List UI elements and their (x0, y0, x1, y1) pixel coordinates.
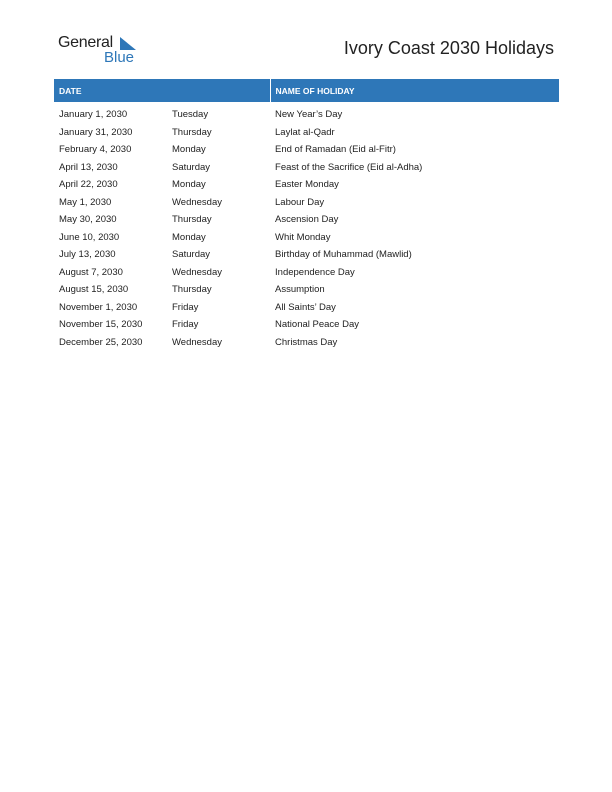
holiday-date-cell: July 13, 2030 (59, 249, 116, 261)
holiday-date-cell: April 13, 2030 (59, 161, 118, 173)
holiday-name-cell: New Year’s Day (275, 109, 343, 121)
table-row (54, 102, 559, 124)
table-row (54, 299, 559, 317)
holiday-date-cell: January 1, 2030 (59, 109, 128, 121)
holiday-name-cell: Assumption (275, 284, 325, 296)
holiday-date-cell: January 31, 2030 (59, 126, 133, 138)
holiday-table (54, 79, 559, 351)
holiday-date-cell: June 10, 2030 (59, 231, 120, 243)
document-title: Ivory Coast 2030 Holidays (343, 38, 554, 58)
holiday-weekday-cell: Thursday (172, 284, 212, 296)
holiday-weekday-cell: Wednesday (172, 196, 222, 208)
holiday-weekday-cell: Wednesday (172, 336, 222, 348)
table-row (54, 176, 559, 194)
holiday-weekday-cell: Wednesday (172, 266, 222, 278)
holiday-date-cell: August 15, 2030 (59, 284, 129, 296)
holiday-date-cell: May 1, 2030 (59, 196, 112, 208)
holiday-name-cell: Feast of the Sacrifice (Eid al-Adha) (275, 161, 423, 173)
holiday-name-cell: Independence Day (275, 266, 355, 278)
holiday-name-cell: Christmas Day (275, 336, 338, 348)
holiday-name-cell: Laylat al-Qadr (275, 126, 335, 138)
holiday-name-cell: Whit Monday (275, 231, 331, 243)
holiday-date-cell: August 7, 2030 (59, 266, 123, 278)
holiday-name-cell: All Saints’ Day (275, 301, 336, 313)
logo-text-blue: Blue (104, 49, 135, 66)
table-row (54, 211, 559, 229)
holiday-weekday-cell: Monday (172, 179, 206, 191)
table-row (54, 194, 559, 212)
holiday-date-cell: November 1, 2030 (59, 301, 138, 313)
table-row (54, 334, 559, 352)
table-row (54, 281, 559, 299)
table-row (54, 264, 559, 282)
table-row (54, 159, 559, 177)
table-body (54, 102, 559, 351)
holiday-weekday-cell: Monday (172, 231, 206, 243)
holiday-date-cell: November 15, 2030 (59, 319, 143, 331)
logo-text-general: General (58, 34, 113, 51)
holiday-weekday-cell: Friday (172, 319, 199, 331)
holiday-name-cell: End of Ramadan (Eid al-Fitr) (275, 144, 396, 156)
holiday-weekday-cell: Thursday (172, 126, 212, 138)
holiday-weekday-cell: Thursday (172, 214, 212, 226)
table-row (54, 246, 559, 264)
holiday-date-cell: May 30, 2030 (59, 214, 117, 226)
holiday-weekday-cell: Saturday (172, 249, 211, 261)
table-row (54, 229, 559, 247)
holiday-name-cell: Easter Monday (275, 179, 339, 191)
table-row (54, 316, 559, 334)
holiday-date-cell: February 4, 2030 (59, 144, 132, 156)
holiday-date-cell: December 25, 2030 (59, 336, 143, 348)
holiday-name-cell: Ascension Day (275, 214, 339, 226)
brand-logo (58, 34, 148, 68)
holiday-name-cell: National Peace Day (275, 319, 359, 331)
holiday-weekday-cell: Monday (172, 144, 206, 156)
holiday-date-cell: April 22, 2030 (59, 179, 118, 191)
holiday-name-cell: Birthday of Muhammad (Mawlid) (275, 249, 412, 261)
holiday-name-cell: Labour Day (275, 196, 325, 208)
holiday-weekday-cell: Friday (172, 301, 199, 313)
holiday-weekday-cell: Tuesday (172, 109, 209, 121)
table-row (54, 141, 559, 159)
column-header-date: DATE (54, 79, 270, 102)
column-header-holiday-name: NAME OF HOLIDAY (270, 79, 559, 102)
table-header-row (54, 79, 559, 102)
table-row (54, 124, 559, 142)
holiday-weekday-cell: Saturday (172, 161, 211, 173)
